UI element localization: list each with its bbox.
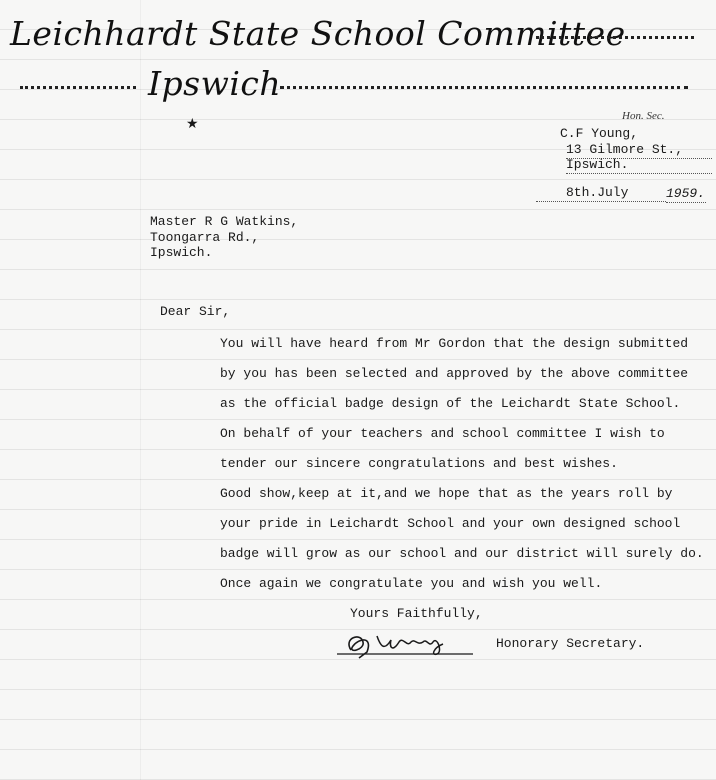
closing: Yours Faithfully, [350,606,483,621]
letterhead-title: Leichhardt State School Committee [10,14,626,53]
letterhead-dotted-rule-3 [280,86,688,89]
body-line: On behalf of your teachers and school committee I wish to [220,426,665,441]
body-line: You will have heard from Mr Gordon that the design submitted [220,336,689,351]
star-mark: ★ [186,116,199,132]
body-line: badge will grow as our school and our district will surely do. [220,546,704,561]
recipient-line-3: Ipswich. [150,245,213,260]
body-line: by you has been selected and approved by the above committee [220,366,689,381]
letterhead-dotted-rule-2 [20,86,136,89]
body-line: as the official badge design of the Leichardt State School. [220,396,681,411]
body-line: Once again we congratulate you and wish you well. [220,576,603,591]
handwritten-signature [333,628,493,660]
letterhead-city: Ipswich [148,64,282,103]
sender-name: C.F Young, [560,126,639,141]
body-line: tender our sincere congratulations and best wishes. [220,456,618,471]
sender-town: Ipswich. [566,157,712,174]
sender-street: 13 Gilmore St., [566,142,712,159]
letterhead-dotted-rule-1 [536,36,694,39]
recipient-line-1: Master R G Watkins, [150,214,299,229]
salutation: Dear Sir, [160,304,231,319]
body-line: Good show,keep at it,and we hope that as the years roll by [220,486,673,501]
signatory-title: Honorary Secretary. [496,636,645,651]
sender-role: Hon. Sec. [622,110,665,122]
sender-date-day: 8th.July [536,185,666,202]
sender-date-year: 1959. [666,186,706,201]
recipient-line-2: Toongarra Rd., [150,230,260,245]
body-line: your pride in Leichardt School and your own designed school [220,516,681,531]
